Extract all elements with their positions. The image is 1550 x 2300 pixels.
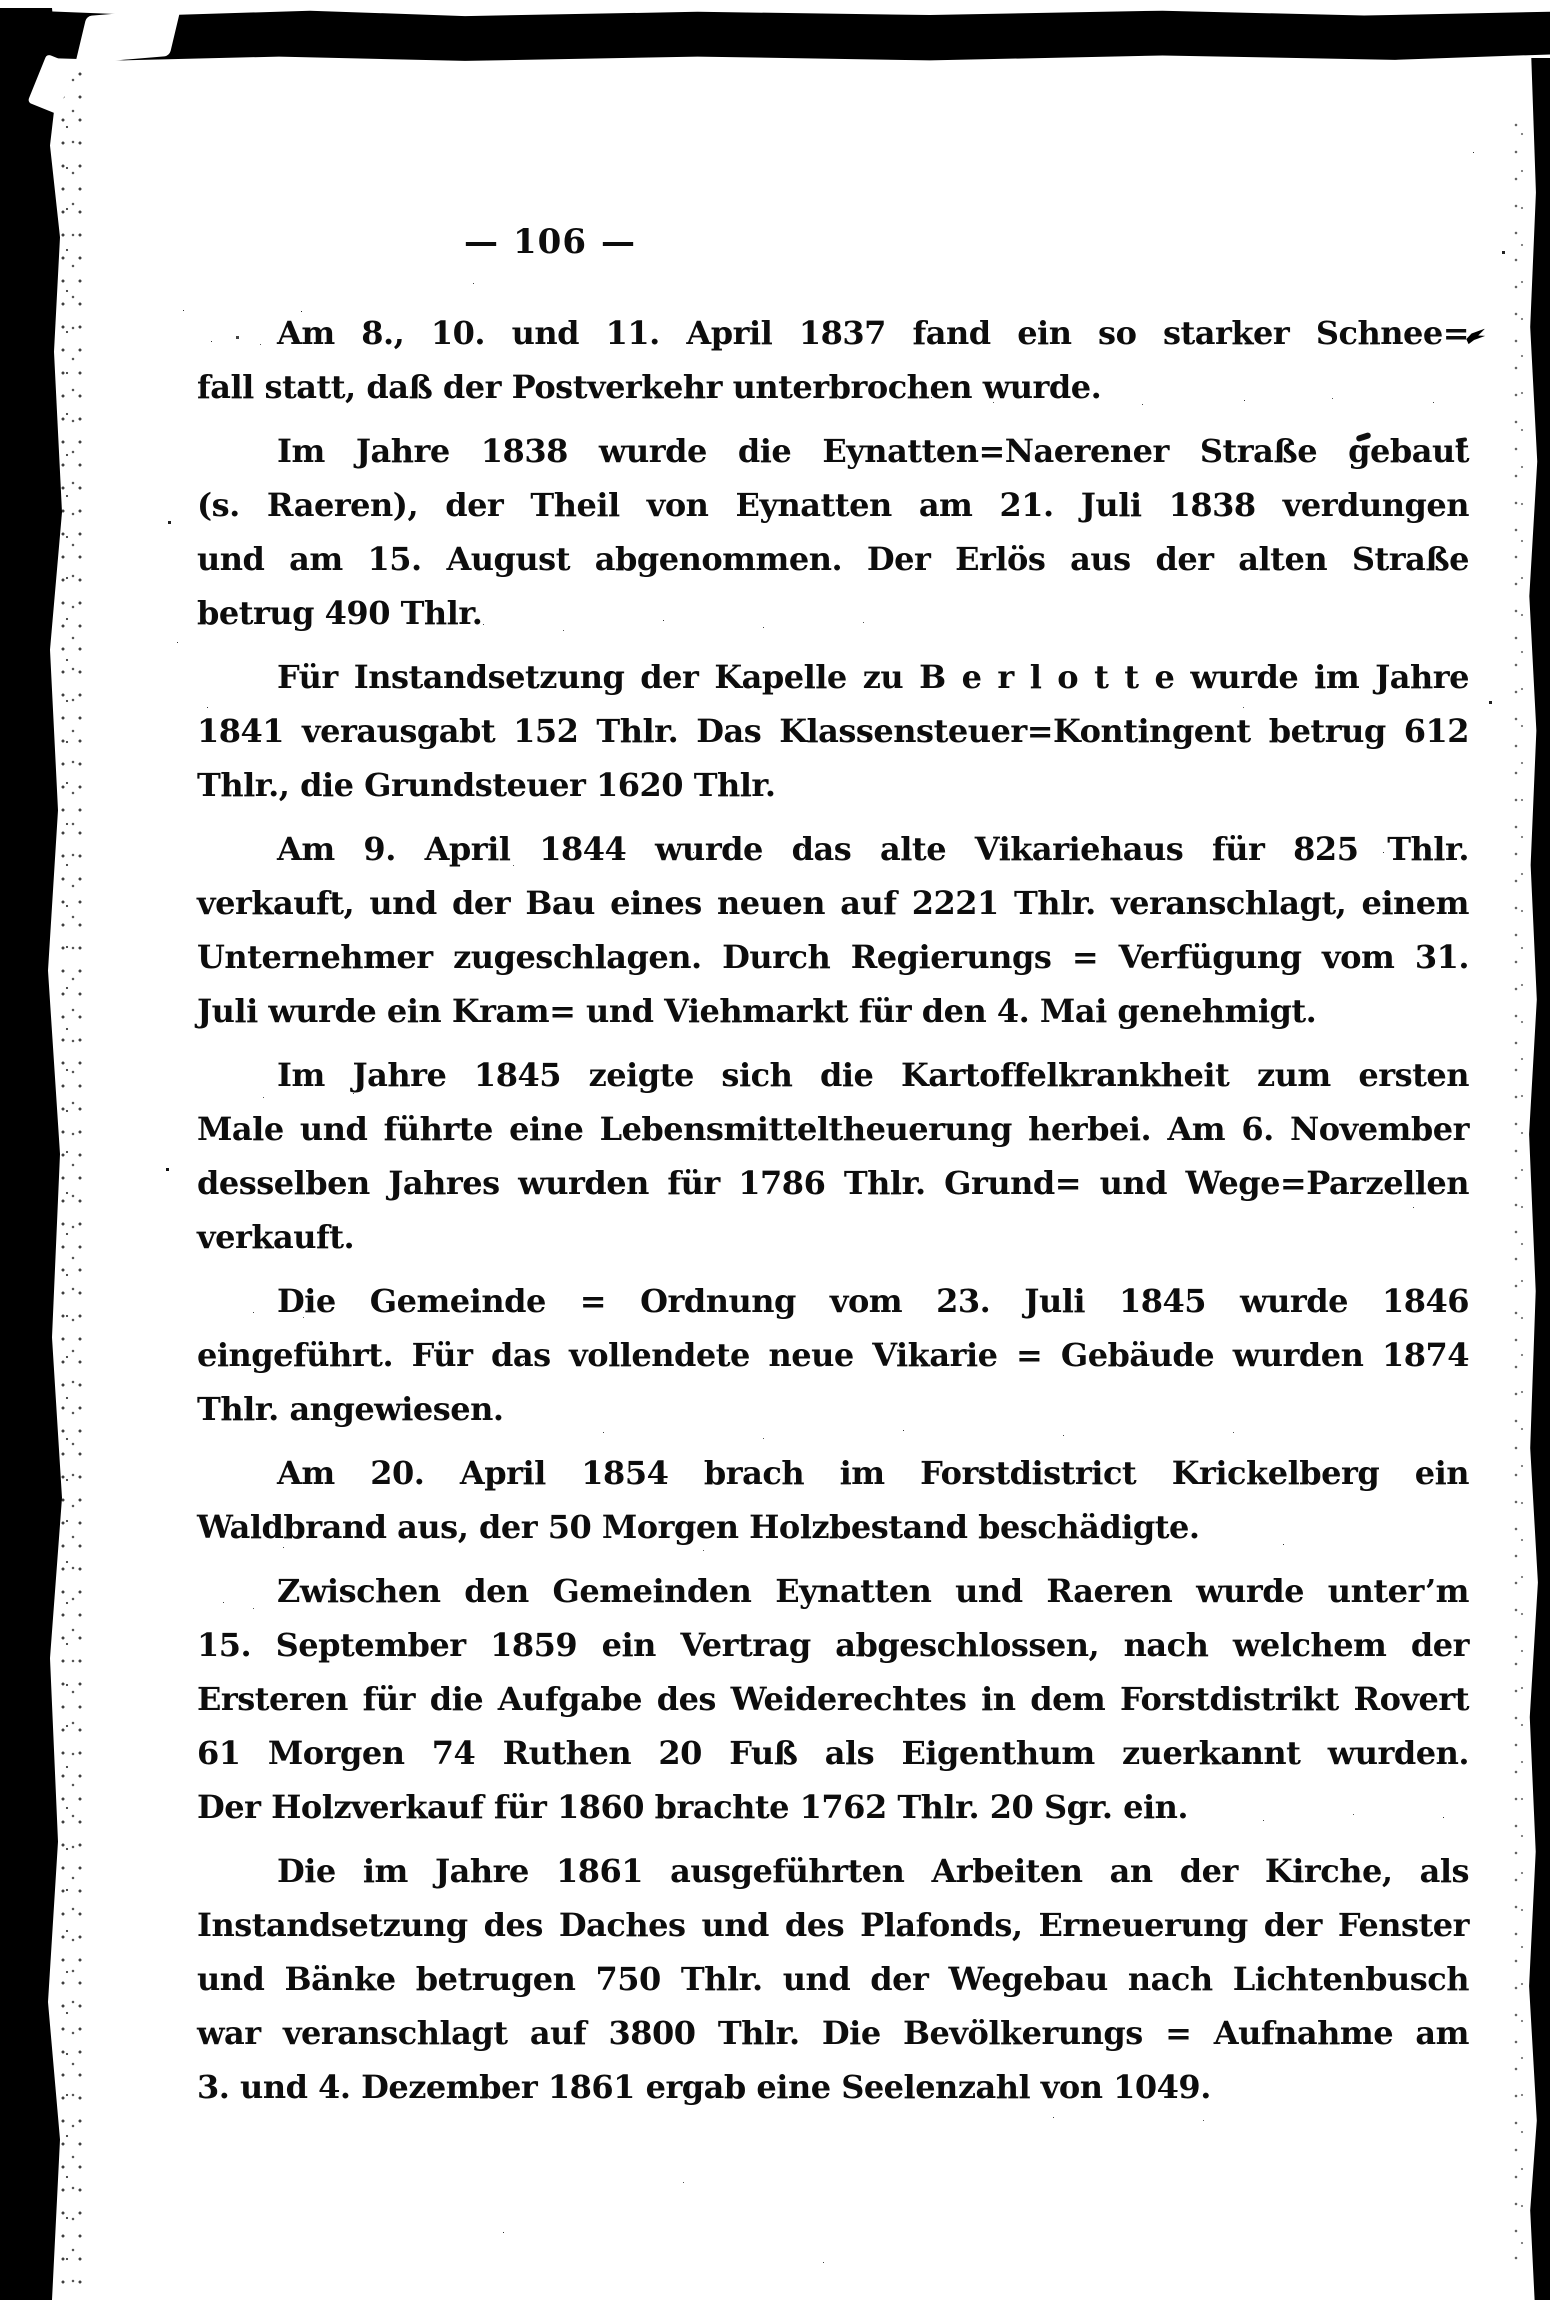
scan-specks <box>0 0 3 3</box>
scan-noise-left <box>60 70 84 2290</box>
paragraph <box>197 1048 1469 1264</box>
text-line: Ersteren für die Aufgabe des Weiderechtes in dem Forstdistrikt Rovert <box>197 1680 1469 1718</box>
text-block <box>197 306 1469 2114</box>
header-dash-left: — <box>464 222 499 262</box>
text-line: Der Holzverkauf für 1860 brachte 1762 Thlr. 20 Sgr. ein. <box>197 1788 1189 1826</box>
paragraph <box>197 306 1469 414</box>
text-line: Am 20. April 1854 brach im Forstdistrict Krickelberg ein <box>277 1454 1469 1492</box>
text-line: 15. September 1859 ein Vertrag abgeschlossen, nach welchem der <box>197 1626 1469 1664</box>
text-line: Im Jahre 1845 zeigte sich die Kartoffelkrankheit zum ersten <box>277 1056 1469 1094</box>
text-line: Male und führte eine Lebensmitteltheuerung herbei. Am 6. November <box>197 1110 1469 1148</box>
text-line: Die im Jahre 1861 ausgeführten Arbeiten an der Kirche, als <box>277 1852 1469 1890</box>
text-line: 1841 verausgabt 152 Thlr. Das Klassensteuer=Kontingent betrug 612 <box>197 712 1469 750</box>
paragraph <box>197 1564 1469 1834</box>
text-line: Thlr., die Grundsteuer 1620 Thlr. <box>197 766 776 804</box>
paragraph <box>197 822 1469 1038</box>
scan-noise-right <box>1512 120 1528 2270</box>
header-dash-right: — <box>600 222 636 262</box>
text-line: Im Jahre 1838 wurde die Eynatten=Naerener Straße gebaut <box>277 432 1469 470</box>
paragraph <box>197 650 1469 812</box>
text-line: Instandsetzung des Daches und des Plafonds, Erneuerung der Fenster <box>197 1906 1469 1944</box>
text-line: eingeführt. Für das vollendete neue Vikarie = Gebäude wurden 1874 <box>197 1336 1469 1374</box>
text-line: Am 9. April 1844 wurde das alte Vikariehaus für 825 Thlr. <box>277 830 1469 868</box>
paragraph <box>197 1844 1469 2114</box>
text-line: verkauft, und der Bau eines neuen auf 2221 Thlr. veranschlagt, einem <box>197 884 1469 922</box>
scan-edge-right-band <box>1528 58 1550 2300</box>
paragraph <box>197 1274 1469 1436</box>
text-line: Waldbrand aus, der 50 Morgen Holzbestand beschädigte. <box>197 1508 1200 1546</box>
text-line: Zwischen den Gemeinden Eynatten und Raeren wurde unter’m <box>277 1572 1469 1610</box>
paper-fold <box>75 8 181 64</box>
text-line: war veranschlagt auf 3800 Thlr. Die Bevölkerungs = Aufnahme am <box>197 2014 1469 2052</box>
page-number: 106 <box>513 222 587 262</box>
text-line: Am 8., 10. und 11. April 1837 fand ein so starker Schnee= <box>277 314 1469 352</box>
text-line: Die Gemeinde = Ordnung vom 23. Juli 1845 wurde 1846 <box>277 1282 1469 1320</box>
text-line: fall statt, daß der Postverkehr unterbrochen wurde. <box>197 368 1102 406</box>
scan-edge-top-band <box>0 8 1550 62</box>
text-line: Thlr. angewiesen. <box>197 1390 504 1428</box>
text-line: 3. und 4. Dezember 1861 ergab eine Seelenzahl von 1049. <box>197 2068 1211 2106</box>
text-line: betrug 490 Thlr. <box>197 594 483 632</box>
text-line: Für Instandsetzung der Kapelle zu B e r l o t t e wurde im Jahre <box>277 658 1469 696</box>
paragraph <box>197 424 1469 640</box>
text-line: 61 Morgen 74 Ruthen 20 Fuß als Eigenthum zuerkannt wurden. <box>197 1734 1469 1772</box>
page-header <box>440 222 660 262</box>
text-line: verkauft. <box>197 1218 355 1256</box>
text-line: (s. Raeren), der Theil von Eynatten am 21. Juli 1838 verdungen <box>197 486 1469 524</box>
text-line: Juli wurde ein Kram= und Viehmarkt für den 4. Mai genehmigt. <box>197 992 1317 1030</box>
text-line: desselben Jahres wurden für 1786 Thlr. Grund= und Wege=Parzellen <box>197 1164 1469 1202</box>
text-line: Unternehmer zugeschlagen. Durch Regierungs = Verfügung vom 31. <box>197 938 1469 976</box>
paragraph <box>197 1446 1469 1554</box>
scan-edge-left-band <box>0 8 64 2300</box>
text-line: und Bänke betrugen 750 Thlr. und der Wegebau nach Lichtenbusch <box>197 1960 1469 1998</box>
text-line: und am 15. August abgenommen. Der Erlös aus der alten Straße <box>197 540 1469 578</box>
